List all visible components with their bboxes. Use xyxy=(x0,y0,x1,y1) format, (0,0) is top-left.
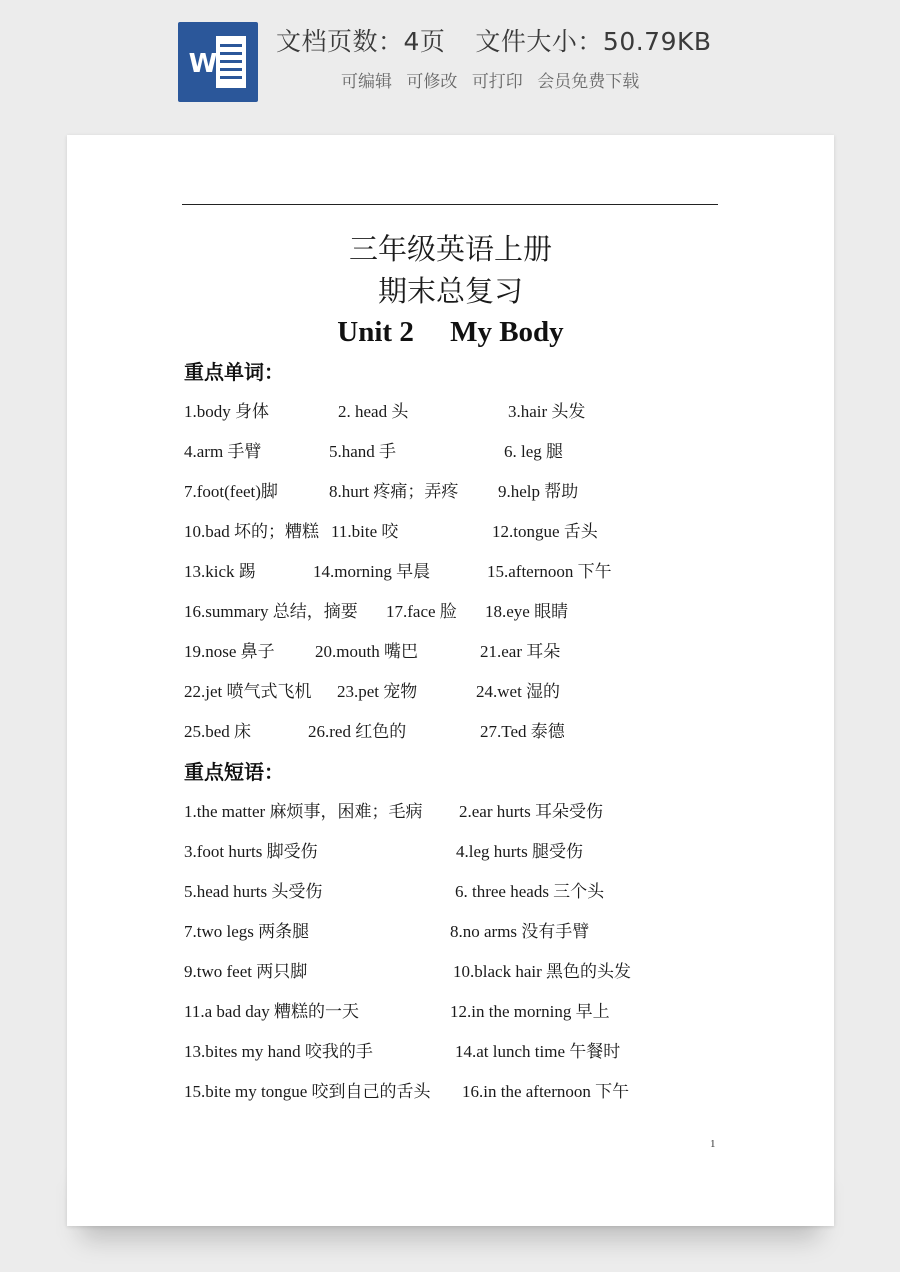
phrase-item: 4.leg hurts 腿受伤 xyxy=(456,842,584,861)
feature-member-download: 会员免费下载 xyxy=(537,72,640,92)
unit-title: Unit 2 My Body xyxy=(337,316,564,348)
word-item: 25.bed 床 xyxy=(184,722,252,741)
word-item: 7.foot(feet)脚 xyxy=(184,482,278,501)
phrase-item: 6. three heads 三个头 xyxy=(455,882,605,901)
phrase-item: 15.bite my tongue 咬到自己的舌头 xyxy=(184,1082,431,1101)
phrase-item: 8.no arms 没有手臂 xyxy=(450,922,590,941)
word-item: 19.nose 鼻子 xyxy=(184,642,275,661)
word-item: 8.hurt 疼痛；弄疼 xyxy=(329,482,459,501)
phrase-item: 7.two legs 两条腿 xyxy=(184,922,310,941)
word-item: 5.hand 手 xyxy=(329,442,397,461)
phrase-item: 1.the matter 麻烦事，困难；毛病 xyxy=(184,802,423,821)
section-key-words: 重点单词： xyxy=(184,360,284,384)
word-item: 26.red 红色的 xyxy=(308,722,407,741)
word-item: 24.wet 湿的 xyxy=(476,682,561,701)
word-item: 22.jet 喷气式飞机 xyxy=(184,682,312,701)
phrase-item: 14.at lunch time 午餐时 xyxy=(455,1042,621,1061)
word-item: 10.bad 坏的；糟糕 xyxy=(184,522,320,541)
word-document-icon xyxy=(178,22,258,102)
page-number: 1 xyxy=(710,1138,716,1150)
phrase-item: 16.in the afternoon 下午 xyxy=(462,1082,630,1101)
phrase-item: 3.foot hurts 脚受伤 xyxy=(184,842,318,861)
word-item: 4.arm 手臂 xyxy=(184,442,262,461)
word-item: 12.tongue 舌头 xyxy=(492,522,598,541)
header-rule xyxy=(182,204,718,205)
download-info-header xyxy=(0,0,900,120)
word-item: 17.face 脸 xyxy=(386,602,457,621)
feature-list xyxy=(341,67,648,92)
feature-editable: 可编辑 xyxy=(341,72,392,92)
phrase-item: 13.bites my hand 咬我的手 xyxy=(184,1042,373,1061)
word-item: 16.summary 总结，摘要 xyxy=(184,602,358,621)
word-item: 21.ear 耳朵 xyxy=(480,642,561,661)
feature-modifiable: 可修改 xyxy=(406,72,458,92)
svg-text:W: W xyxy=(188,49,218,79)
word-item: 13.kick 踢 xyxy=(184,562,256,581)
file-stats xyxy=(276,22,712,58)
word-item: 20.mouth 嘴巴 xyxy=(315,642,418,661)
phrase-item: 12.in the morning 早上 xyxy=(450,1002,610,1021)
word-item: 9.help 帮助 xyxy=(498,482,579,501)
doc-title: 三年级英语上册 xyxy=(348,232,552,266)
word-item: 3.hair 头发 xyxy=(508,402,586,421)
word-item: 2. head 头 xyxy=(338,402,409,421)
word-item: 18.eye 眼睛 xyxy=(485,602,569,621)
word-item: 1.body 身体 xyxy=(184,402,269,421)
doc-subtitle: 期末总复习 xyxy=(377,274,523,308)
phrase-item: 9.two feet 两只脚 xyxy=(184,962,308,981)
file-size: 文件大小：50.79KB xyxy=(475,27,712,56)
word-item: 23.pet 宠物 xyxy=(337,682,418,701)
word-item: 15.afternoon 下午 xyxy=(487,562,612,581)
word-item: 6. leg 腿 xyxy=(504,442,564,461)
document-page xyxy=(67,135,834,1226)
word-item: 27.Ted 泰德 xyxy=(480,722,565,741)
phrase-item: 5.head hurts 头受伤 xyxy=(184,882,323,901)
phrase-item: 2.ear hurts 耳朵受伤 xyxy=(459,802,604,821)
phrase-item: 10.black hair 黑色的头发 xyxy=(453,962,631,981)
phrase-item: 11.a bad day 糟糕的一天 xyxy=(184,1002,360,1021)
word-item: 14.morning 早晨 xyxy=(313,562,431,581)
word-item: 11.bite 咬 xyxy=(331,522,399,541)
page-count: 文档页数：4页 xyxy=(276,27,446,56)
feature-printable: 可打印 xyxy=(471,72,523,92)
section-key-phrases: 重点短语： xyxy=(184,760,284,784)
